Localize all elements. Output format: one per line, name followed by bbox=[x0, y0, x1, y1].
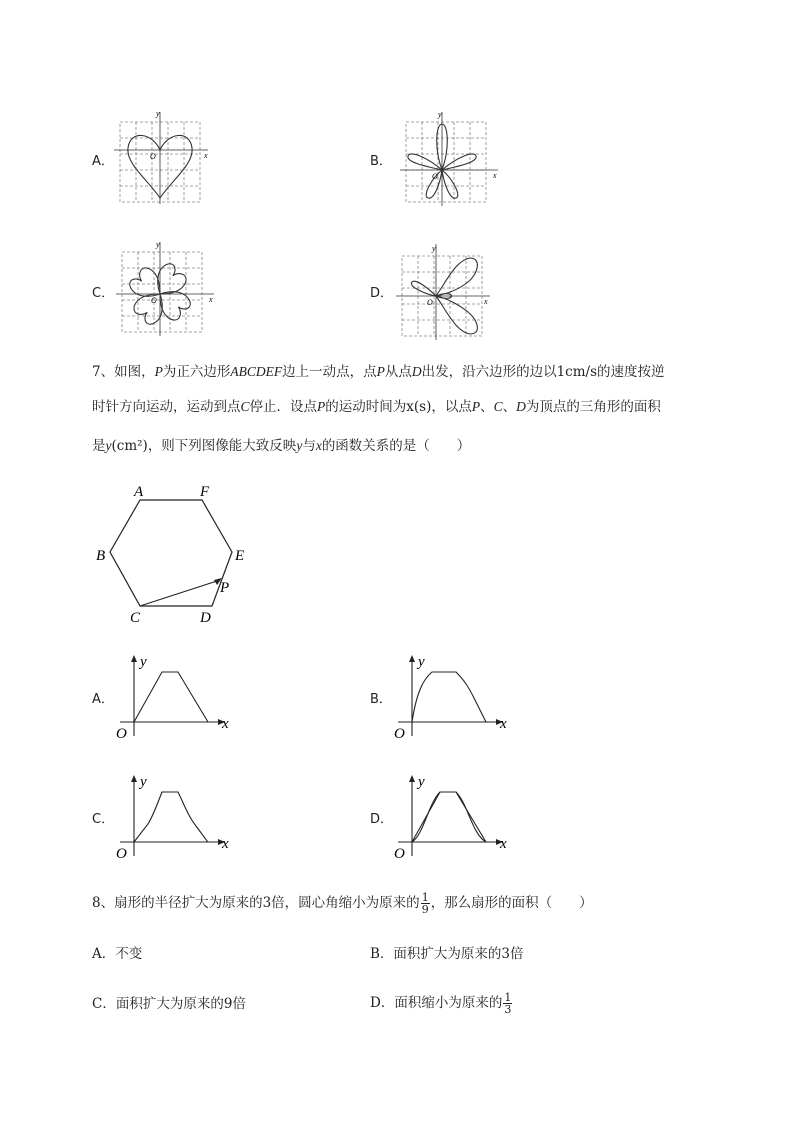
q6-figure-d-leaves bbox=[394, 238, 498, 342]
unit-y: (cm²) bbox=[111, 438, 148, 454]
frac-den: 3 bbox=[504, 1003, 512, 1016]
q7-text: 出发，沿六边形的边以1cm/s的速度按逆 bbox=[421, 364, 665, 380]
var-p: P bbox=[154, 364, 163, 379]
q7-option-d-label[interactable]: D． bbox=[370, 812, 394, 827]
q7-text: 、 bbox=[480, 399, 494, 415]
x-axis-label: x bbox=[209, 295, 213, 304]
q7-graph-a bbox=[114, 652, 238, 740]
q8-option-a[interactable] bbox=[92, 944, 142, 964]
origin-label: O bbox=[394, 726, 405, 740]
point-c: C bbox=[240, 399, 250, 414]
q7-hexagon-figure bbox=[90, 480, 260, 630]
var-p: P bbox=[471, 399, 481, 414]
segment-cp bbox=[140, 580, 220, 606]
label-d: D bbox=[200, 610, 211, 626]
q7-text: 从点 bbox=[384, 364, 412, 380]
x-axis-label: x bbox=[493, 171, 497, 180]
label-a: A bbox=[134, 484, 144, 500]
q8-fraction bbox=[421, 892, 430, 915]
x-axis-label: x bbox=[222, 716, 229, 732]
q7-text: 与 bbox=[302, 438, 316, 454]
graph-curve-straight bbox=[412, 792, 486, 842]
point-c: C bbox=[493, 399, 503, 414]
graph-curve bbox=[134, 792, 208, 842]
x-axis-label: x bbox=[484, 297, 488, 306]
q7-option-b-label[interactable]: B． bbox=[370, 692, 392, 707]
q7-text: 时针方向运动，运动到点 bbox=[92, 399, 241, 415]
q6-option-d-label[interactable]: D． bbox=[370, 286, 394, 301]
q7-line-1 bbox=[92, 362, 665, 382]
q7-text: 边上一动点，点 bbox=[282, 364, 377, 380]
origin-label: O bbox=[116, 726, 127, 740]
graph-curve bbox=[412, 672, 486, 722]
hexagon-name: ABCDEF bbox=[230, 364, 283, 379]
q6-figure-a-heart bbox=[112, 106, 212, 204]
option-label: C． bbox=[92, 996, 116, 1012]
q7-text: 为正六边形 bbox=[162, 364, 231, 380]
y-axis-label: y bbox=[438, 110, 442, 119]
graph-curve bbox=[134, 672, 208, 722]
y-axis-label: y bbox=[418, 774, 425, 790]
hexagon-shape bbox=[110, 500, 232, 606]
x-axis-label: x bbox=[500, 716, 507, 732]
x-axis-label: x bbox=[222, 836, 229, 852]
option-text: 面积扩大为原来的3倍 bbox=[393, 946, 524, 962]
q8-option-d[interactable] bbox=[370, 992, 513, 1015]
origin-label: O bbox=[427, 298, 433, 307]
option-text: 面积扩大为原来的9倍 bbox=[115, 996, 246, 1012]
q8-option-c[interactable] bbox=[92, 994, 246, 1014]
option-text: 面积缩小为原来的 bbox=[394, 995, 503, 1011]
var-p: P bbox=[376, 364, 385, 379]
option-label: B． bbox=[370, 946, 394, 962]
q7-text: 停止．设点 bbox=[249, 399, 318, 415]
y-axis-label: y bbox=[156, 109, 160, 118]
q7-option-a-label[interactable]: A． bbox=[92, 692, 114, 707]
q7-graph-c bbox=[114, 772, 238, 860]
var-x: x bbox=[315, 438, 322, 453]
frac-den: 9 bbox=[421, 903, 429, 916]
label-f: F bbox=[200, 484, 210, 500]
origin-label: O bbox=[432, 172, 438, 181]
q8-text: 扇形的半径扩大为原来的3倍，圆心角缩小为原来的 bbox=[114, 895, 420, 911]
q7-text: 的运动时间为x(s)，以点 bbox=[325, 399, 472, 415]
clover-curve bbox=[126, 260, 193, 327]
y-axis-label: y bbox=[140, 654, 147, 670]
q7-text: ，则下列图像能大致反映 bbox=[147, 438, 297, 454]
var-y: y bbox=[296, 438, 303, 453]
y-axis-label: y bbox=[140, 774, 147, 790]
var-y: y bbox=[105, 438, 112, 453]
label-p: P bbox=[220, 580, 230, 596]
label-b: B bbox=[96, 548, 106, 564]
point-d: D bbox=[516, 399, 526, 414]
origin-label: O bbox=[394, 846, 405, 860]
q6-option-a-label[interactable]: A． bbox=[92, 154, 114, 169]
q8-option-b[interactable] bbox=[370, 944, 524, 964]
y-axis-label: y bbox=[432, 244, 436, 253]
y-axis-label: y bbox=[156, 240, 160, 249]
q7-text: 是 bbox=[92, 438, 106, 454]
var-p: P bbox=[317, 399, 326, 414]
q6-figure-c-clover bbox=[114, 238, 218, 338]
q7-text: 的函数关系的是（ ） bbox=[321, 438, 471, 454]
q7-option-c-label[interactable]: C． bbox=[92, 812, 115, 827]
q6-option-c-label[interactable]: C． bbox=[92, 286, 115, 301]
q7-number: 7、 bbox=[92, 364, 115, 380]
q7-text: 、 bbox=[502, 399, 517, 415]
option-label: A． bbox=[92, 946, 116, 962]
y-axis-label: y bbox=[418, 654, 425, 670]
q6-grid-b bbox=[406, 122, 486, 202]
origin-label: O bbox=[116, 846, 127, 860]
origin-label: O bbox=[151, 296, 157, 305]
frac-num: 1 bbox=[504, 991, 512, 1004]
q6-figure-b-rose bbox=[398, 108, 502, 208]
q7-graph-b bbox=[392, 652, 516, 740]
q7-graph-d bbox=[392, 772, 516, 860]
x-axis-label: x bbox=[204, 151, 208, 160]
q8-option-d-fraction bbox=[503, 992, 512, 1015]
label-e: E bbox=[235, 548, 245, 564]
frac-num: 1 bbox=[421, 891, 429, 904]
q8-text: ，那么扇形的面积（ ） bbox=[430, 895, 593, 911]
label-c: C bbox=[130, 610, 141, 626]
graph-curve-smooth bbox=[412, 792, 486, 842]
q7-line-3 bbox=[92, 436, 470, 456]
q8-question bbox=[92, 892, 593, 915]
q7-text: 如图， bbox=[114, 364, 155, 380]
q6-option-b-label[interactable]: B． bbox=[370, 154, 392, 169]
q8-number: 8、 bbox=[92, 895, 115, 911]
q7-text: 为顶点的三角形的面积 bbox=[525, 399, 661, 415]
option-label: D． bbox=[370, 995, 395, 1011]
x-axis-label: x bbox=[500, 836, 507, 852]
origin-label: O bbox=[150, 152, 156, 161]
option-text: 不变 bbox=[115, 946, 143, 962]
point-d: D bbox=[411, 364, 422, 379]
q7-line-2 bbox=[92, 397, 661, 417]
